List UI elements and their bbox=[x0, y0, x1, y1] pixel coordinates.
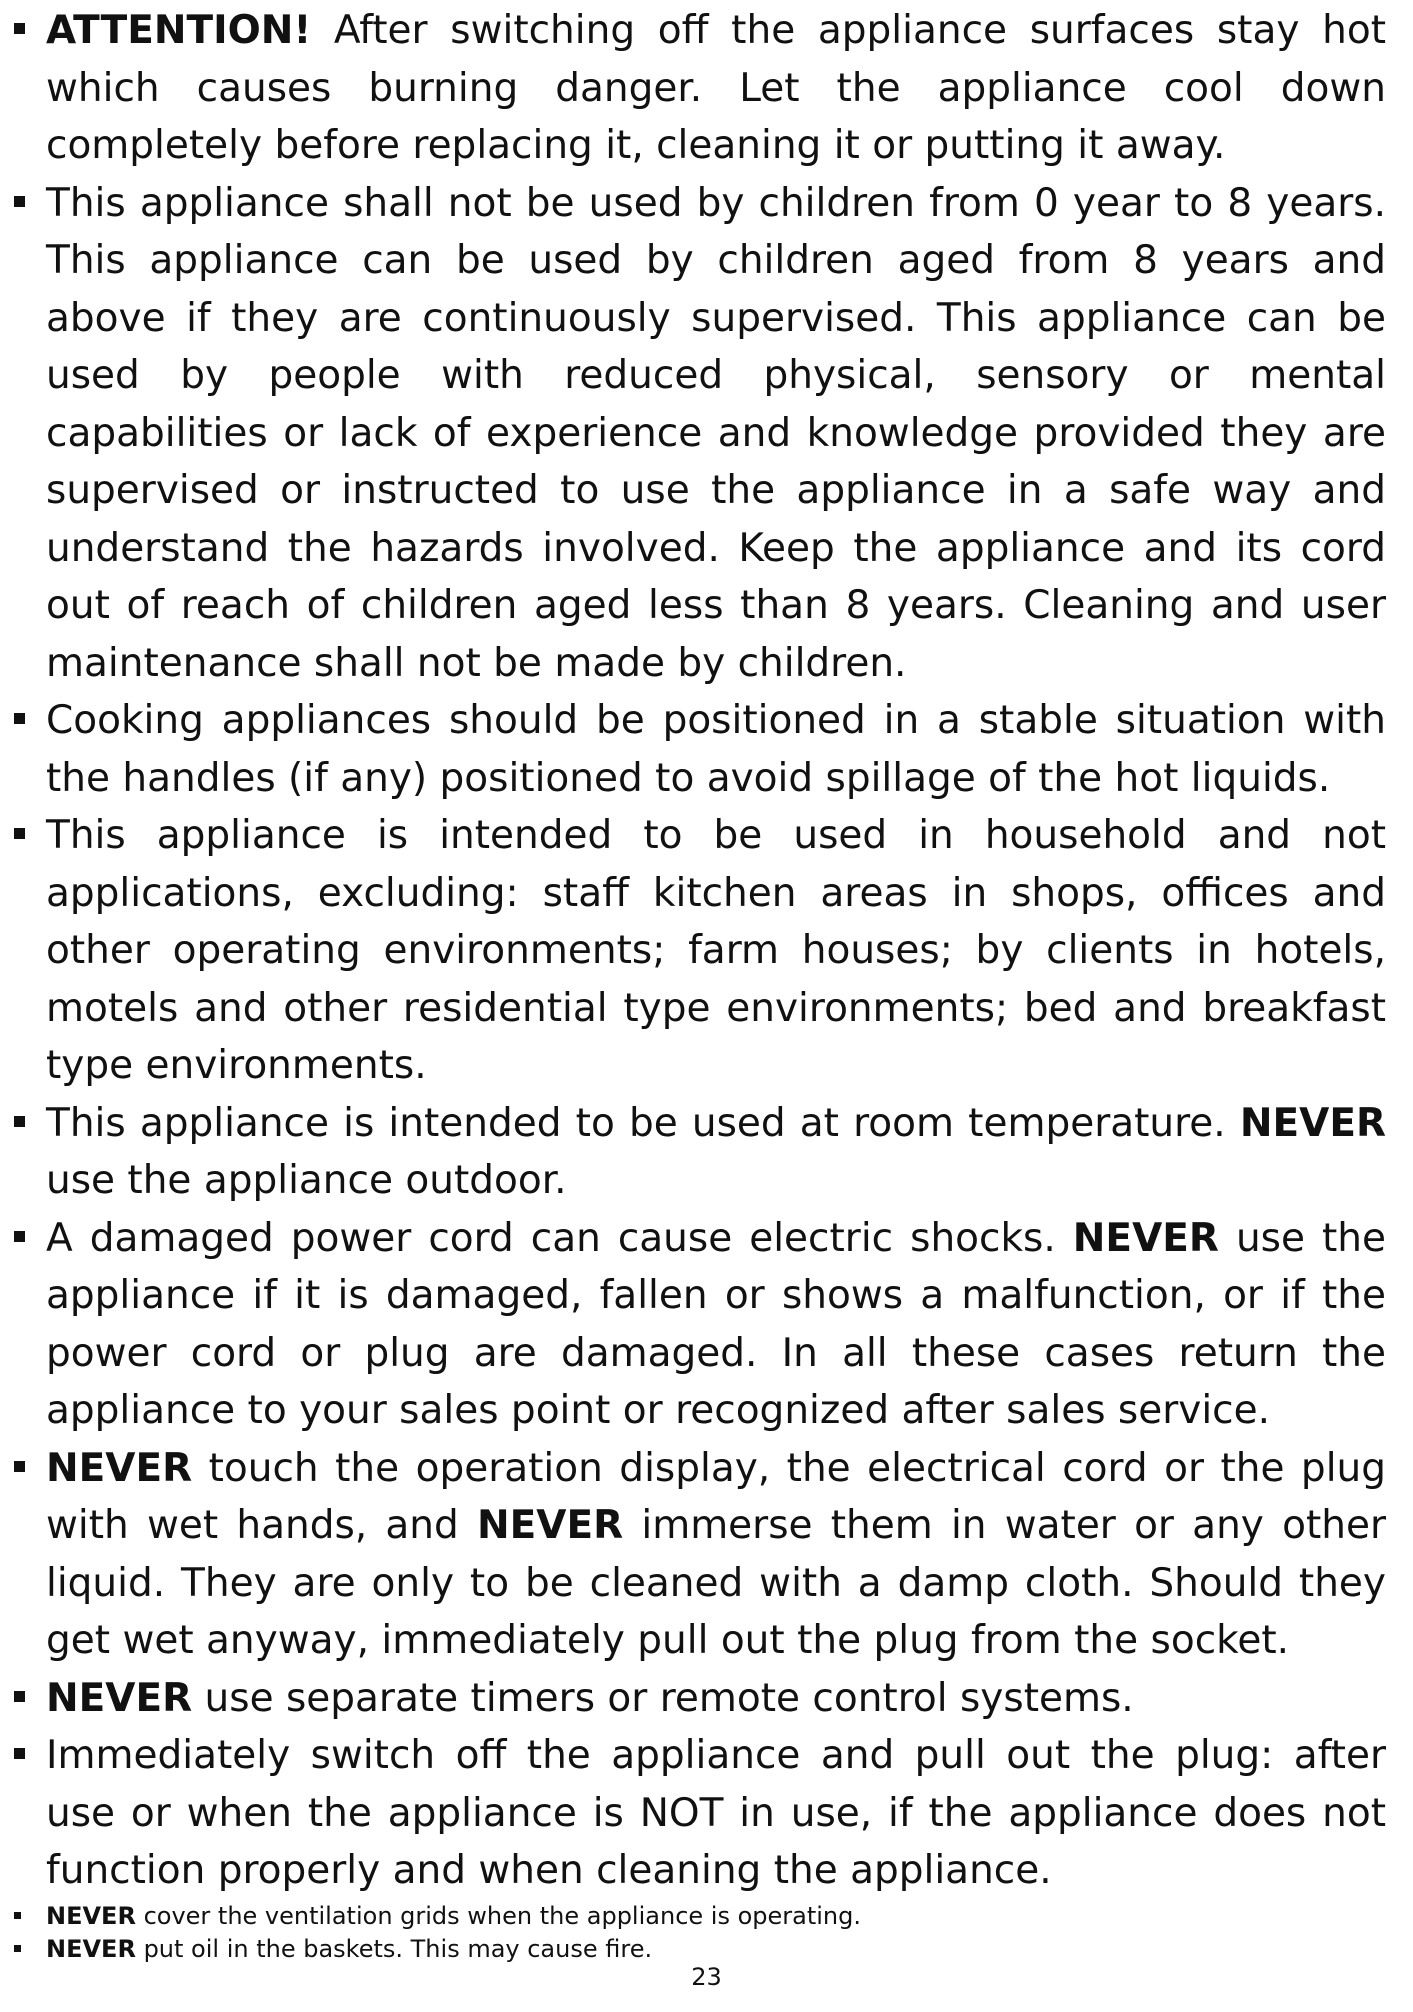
list-item bbox=[14, 807, 1386, 1095]
never-label: NEVER bbox=[477, 1503, 624, 1548]
item-text: put oil in the baskets. This may cause fire. bbox=[135, 1934, 653, 1963]
never-label: NEVER bbox=[46, 1445, 193, 1491]
square-bullet-icon bbox=[14, 1912, 21, 1919]
list-item bbox=[14, 1095, 1386, 1210]
item-text: A damaged power cord can cause electric shocks. bbox=[46, 1215, 1073, 1261]
list-item bbox=[14, 2, 1386, 175]
item-text: use separate timers or remote control systems. bbox=[192, 1675, 1134, 1721]
item-text: Cooking appliances should be positioned in a stable situation with the handles (if any) positioned to avoid spillage of the hot liquids. bbox=[46, 698, 1386, 801]
square-bullet-icon bbox=[14, 1461, 25, 1472]
list-item-small bbox=[14, 1900, 1386, 1933]
square-bullet-icon bbox=[14, 1748, 25, 1759]
attention-label: ATTENTION! bbox=[46, 8, 312, 53]
item-text: This appliance is intended to be used at room temperature. bbox=[46, 1100, 1240, 1146]
square-bullet-icon bbox=[14, 196, 25, 207]
square-bullet-icon bbox=[14, 23, 25, 34]
never-label: NEVER bbox=[46, 1934, 136, 1963]
item-text: After switching off the appliance surfaces stay hot which causes burning danger. Let the appliance cool down completely before replacing it, cleaning it or putting it away. bbox=[46, 8, 1386, 168]
item-text: This appliance is intended to be used in household and not applications, excluding: staff kitchen areas in shops, offices and other operating environments; farm houses; by clients in hotels, motels and other residential type environments; bed and breakfast type environments. bbox=[46, 813, 1386, 1088]
square-bullet-icon bbox=[14, 1231, 25, 1242]
list-item bbox=[14, 1210, 1386, 1440]
item-text: Immediately switch off the appliance and pull out the plug: after use or when the appliance is NOT in use, if the appliance does not function properly and when cleaning the appliance. bbox=[46, 1733, 1386, 1893]
list-item bbox=[14, 1440, 1386, 1670]
never-label: NEVER bbox=[1239, 1100, 1386, 1146]
page-number: 23 bbox=[691, 1963, 722, 1991]
item-text: touch the operation display, the electrical cord or the plug with wet hands, and bbox=[46, 1445, 1386, 1548]
square-bullet-icon bbox=[14, 828, 25, 839]
item-text: use the appliance outdoor. bbox=[46, 1158, 567, 1203]
list-item bbox=[14, 692, 1386, 807]
item-text: immerse them in water or any other liquid. They are only to be cleaned with a damp cloth. Should they get wet anyway, immediately pull out the plug from the socket. bbox=[46, 1503, 1386, 1663]
square-bullet-icon bbox=[14, 1116, 25, 1127]
list-item-small bbox=[14, 1933, 1386, 1966]
square-bullet-icon bbox=[14, 1945, 21, 1952]
never-label: NEVER bbox=[46, 1901, 136, 1930]
square-bullet-icon bbox=[14, 713, 25, 724]
list-item bbox=[14, 175, 1386, 693]
safety-instructions-list bbox=[14, 2, 1386, 1966]
item-text: use the appliance if it is damaged, fallen or shows a malfunction, or if the power cord or plug are damaged. In all these cases return the appliance to your sales point or recognized after sales service. bbox=[46, 1215, 1387, 1433]
item-text: This appliance shall not be used by children from 0 year to 8 years. This appliance can be used by children aged from 8 years and above if they are continuously supervised. This appliance can be used by people with reduced physical, sensory or mental capabilities or lack of experience and knowledge provided they are supervised or instructed to use the appliance in a safe way and understand the hazards involved. Keep the appliance and its cord out of reach of children aged less than 8 years. Cleaning and user maintenance shall not be made by children. bbox=[46, 180, 1386, 686]
list-item bbox=[14, 1670, 1386, 1728]
never-label: NEVER bbox=[1072, 1215, 1219, 1261]
never-label: NEVER bbox=[46, 1675, 193, 1721]
square-bullet-icon bbox=[14, 1691, 25, 1702]
item-text: cover the ventilation grids when the appliance is operating. bbox=[135, 1901, 861, 1930]
list-item bbox=[14, 1727, 1386, 1900]
